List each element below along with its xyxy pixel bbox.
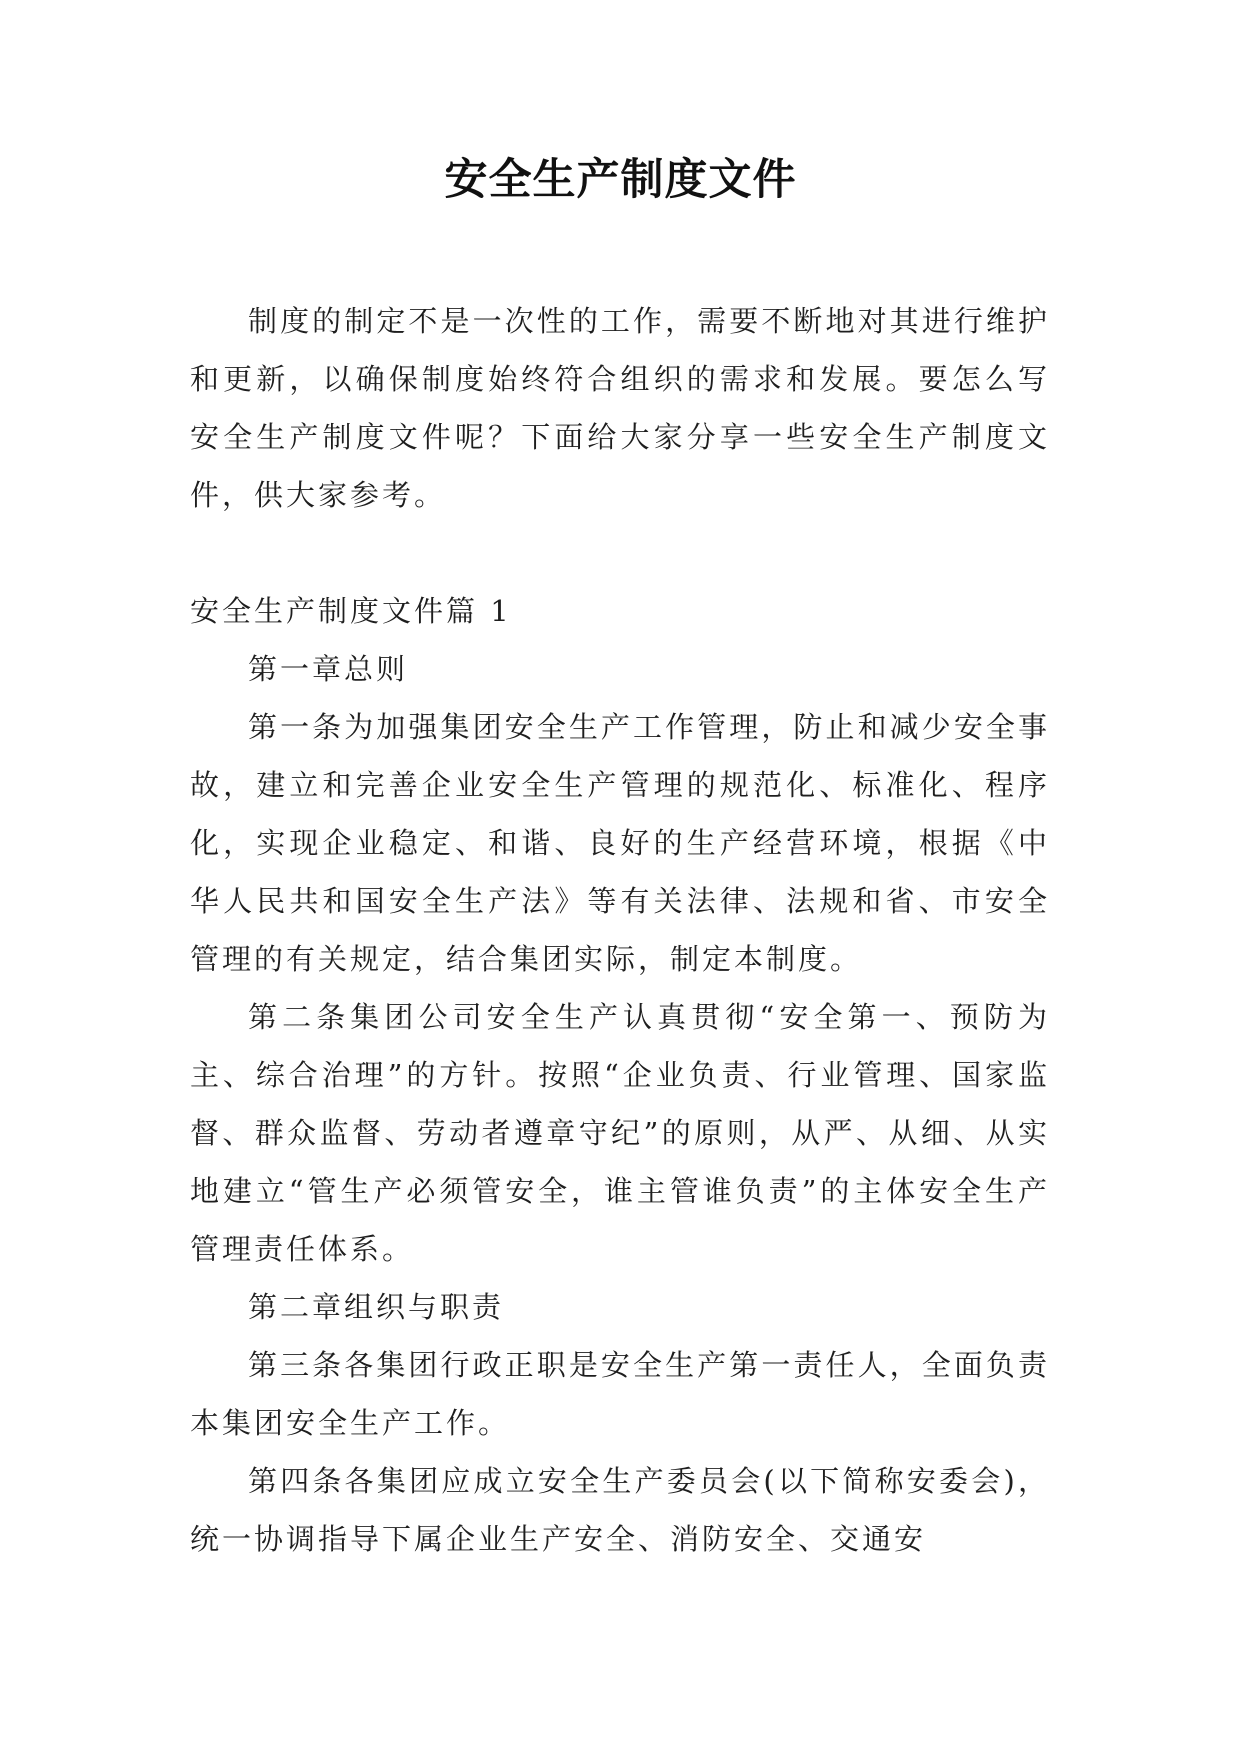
document-title: 安全生产制度文件: [444, 155, 797, 205]
section-heading: 安全生产制度文件篇 1: [190, 594, 512, 628]
article-paragraph: 第四条各集团应成立安全生产委员会(以下简称安委会)，统一协调指导下属企业生产安全、消防安全、交通安: [190, 1464, 1050, 1556]
intro-paragraph: 制度的制定不是一次性的工作，需要不断地对其进行维护和更新，以确保制度始终符合组织的需求和发展。要怎么写安全生产制度文件呢？下面给大家分享一些安全生产制度文件，供大家参考。: [190, 304, 1050, 512]
paragraph-spacer: [190, 524, 1050, 582]
document-body: [190, 292, 1050, 1568]
article-paragraph: 第一条为加强集团安全生产工作管理，防止和减少安全事故，建立和完善企业安全生产管理的规范化、标准化、程序化，实现企业稳定、和谐、良好的生产经营环境，根据《中华人民共和国安全生产法》等有关法律、法规和省、市安全管理的有关规定，结合集团实际，制定本制度。: [190, 710, 1050, 976]
article-paragraph: 第三条各集团行政正职是安全生产第一责任人，全面负责本集团安全生产工作。: [190, 1348, 1050, 1440]
article-paragraph: 第二条集团公司安全生产认真贯彻“安全第一、预防为主、综合治理”的方针。按照“企业负责、行业管理、国家监督、群众监督、劳动者遵章守纪”的原则，从严、从细、从实地建立“管生产必须管安全，谁主管谁负责”的主体安全生产管理责任体系。: [190, 1000, 1050, 1266]
chapter-heading: 第一章总则: [248, 652, 409, 686]
chapter-heading: 第二章组织与职责: [248, 1290, 505, 1324]
